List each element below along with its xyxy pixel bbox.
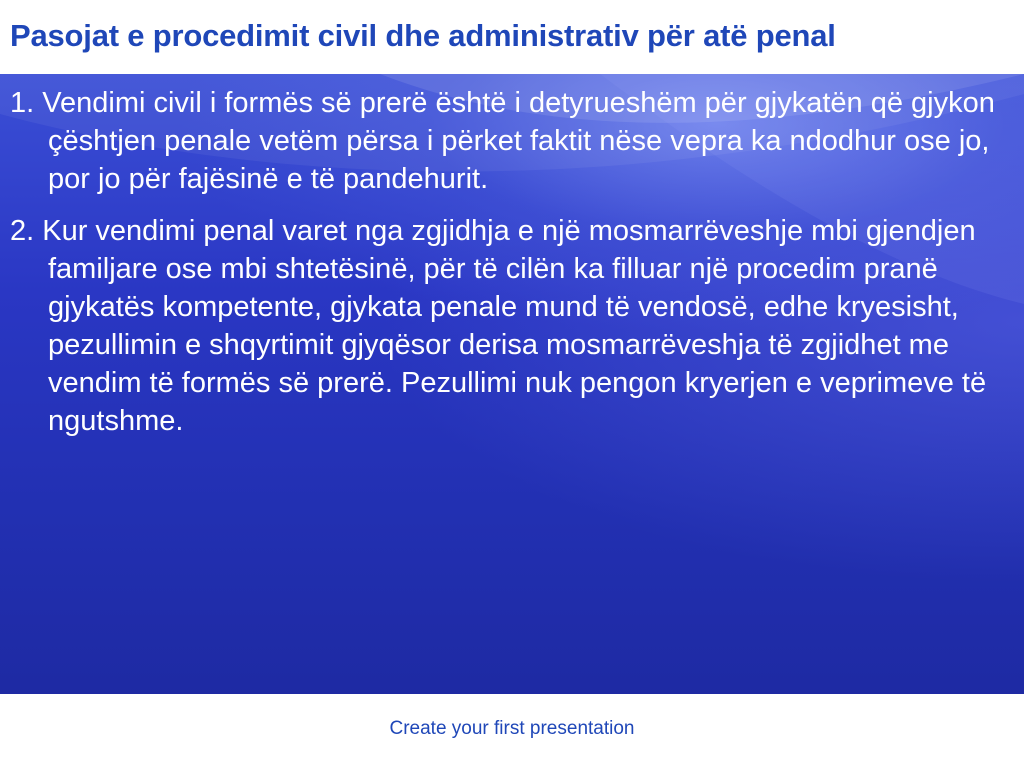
slide-title: Pasojat e procedimit civil dhe administrativ për atë penal — [10, 18, 836, 53]
footer — [0, 694, 1024, 768]
list-item: 1. Vendimi civil i formës së prerë është i detyrueshëm për gjykatën që gjykon çështjen penale vetëm përsa i përket faktit nëse vepra ka ndodhur ose jo, por jo për fajësinë e të pandehurit. — [10, 87, 995, 195]
bullet-list — [10, 84, 1000, 454]
list-item: 2. Kur vendimi penal varet nga zgjidhja e një mosmarrëveshje mbi gjendjen familjare ose mbi shtetësinë, për të cilën ka filluar një procedim pranë gjykatës kompetente, gjykata penale mund të vendosë, edhe kryesisht, pezullimin e shqyrtimit gjyqësor derisa mosmarrëveshja të zgjidhet me vendim të formës së prerë. Pezullimi nuk pengon kryerjen e veprimeve të ngutshme. — [10, 215, 987, 437]
title-bar — [0, 0, 1024, 74]
footer-text: Create your first presentation — [389, 718, 635, 739]
content-panel — [0, 74, 1024, 694]
